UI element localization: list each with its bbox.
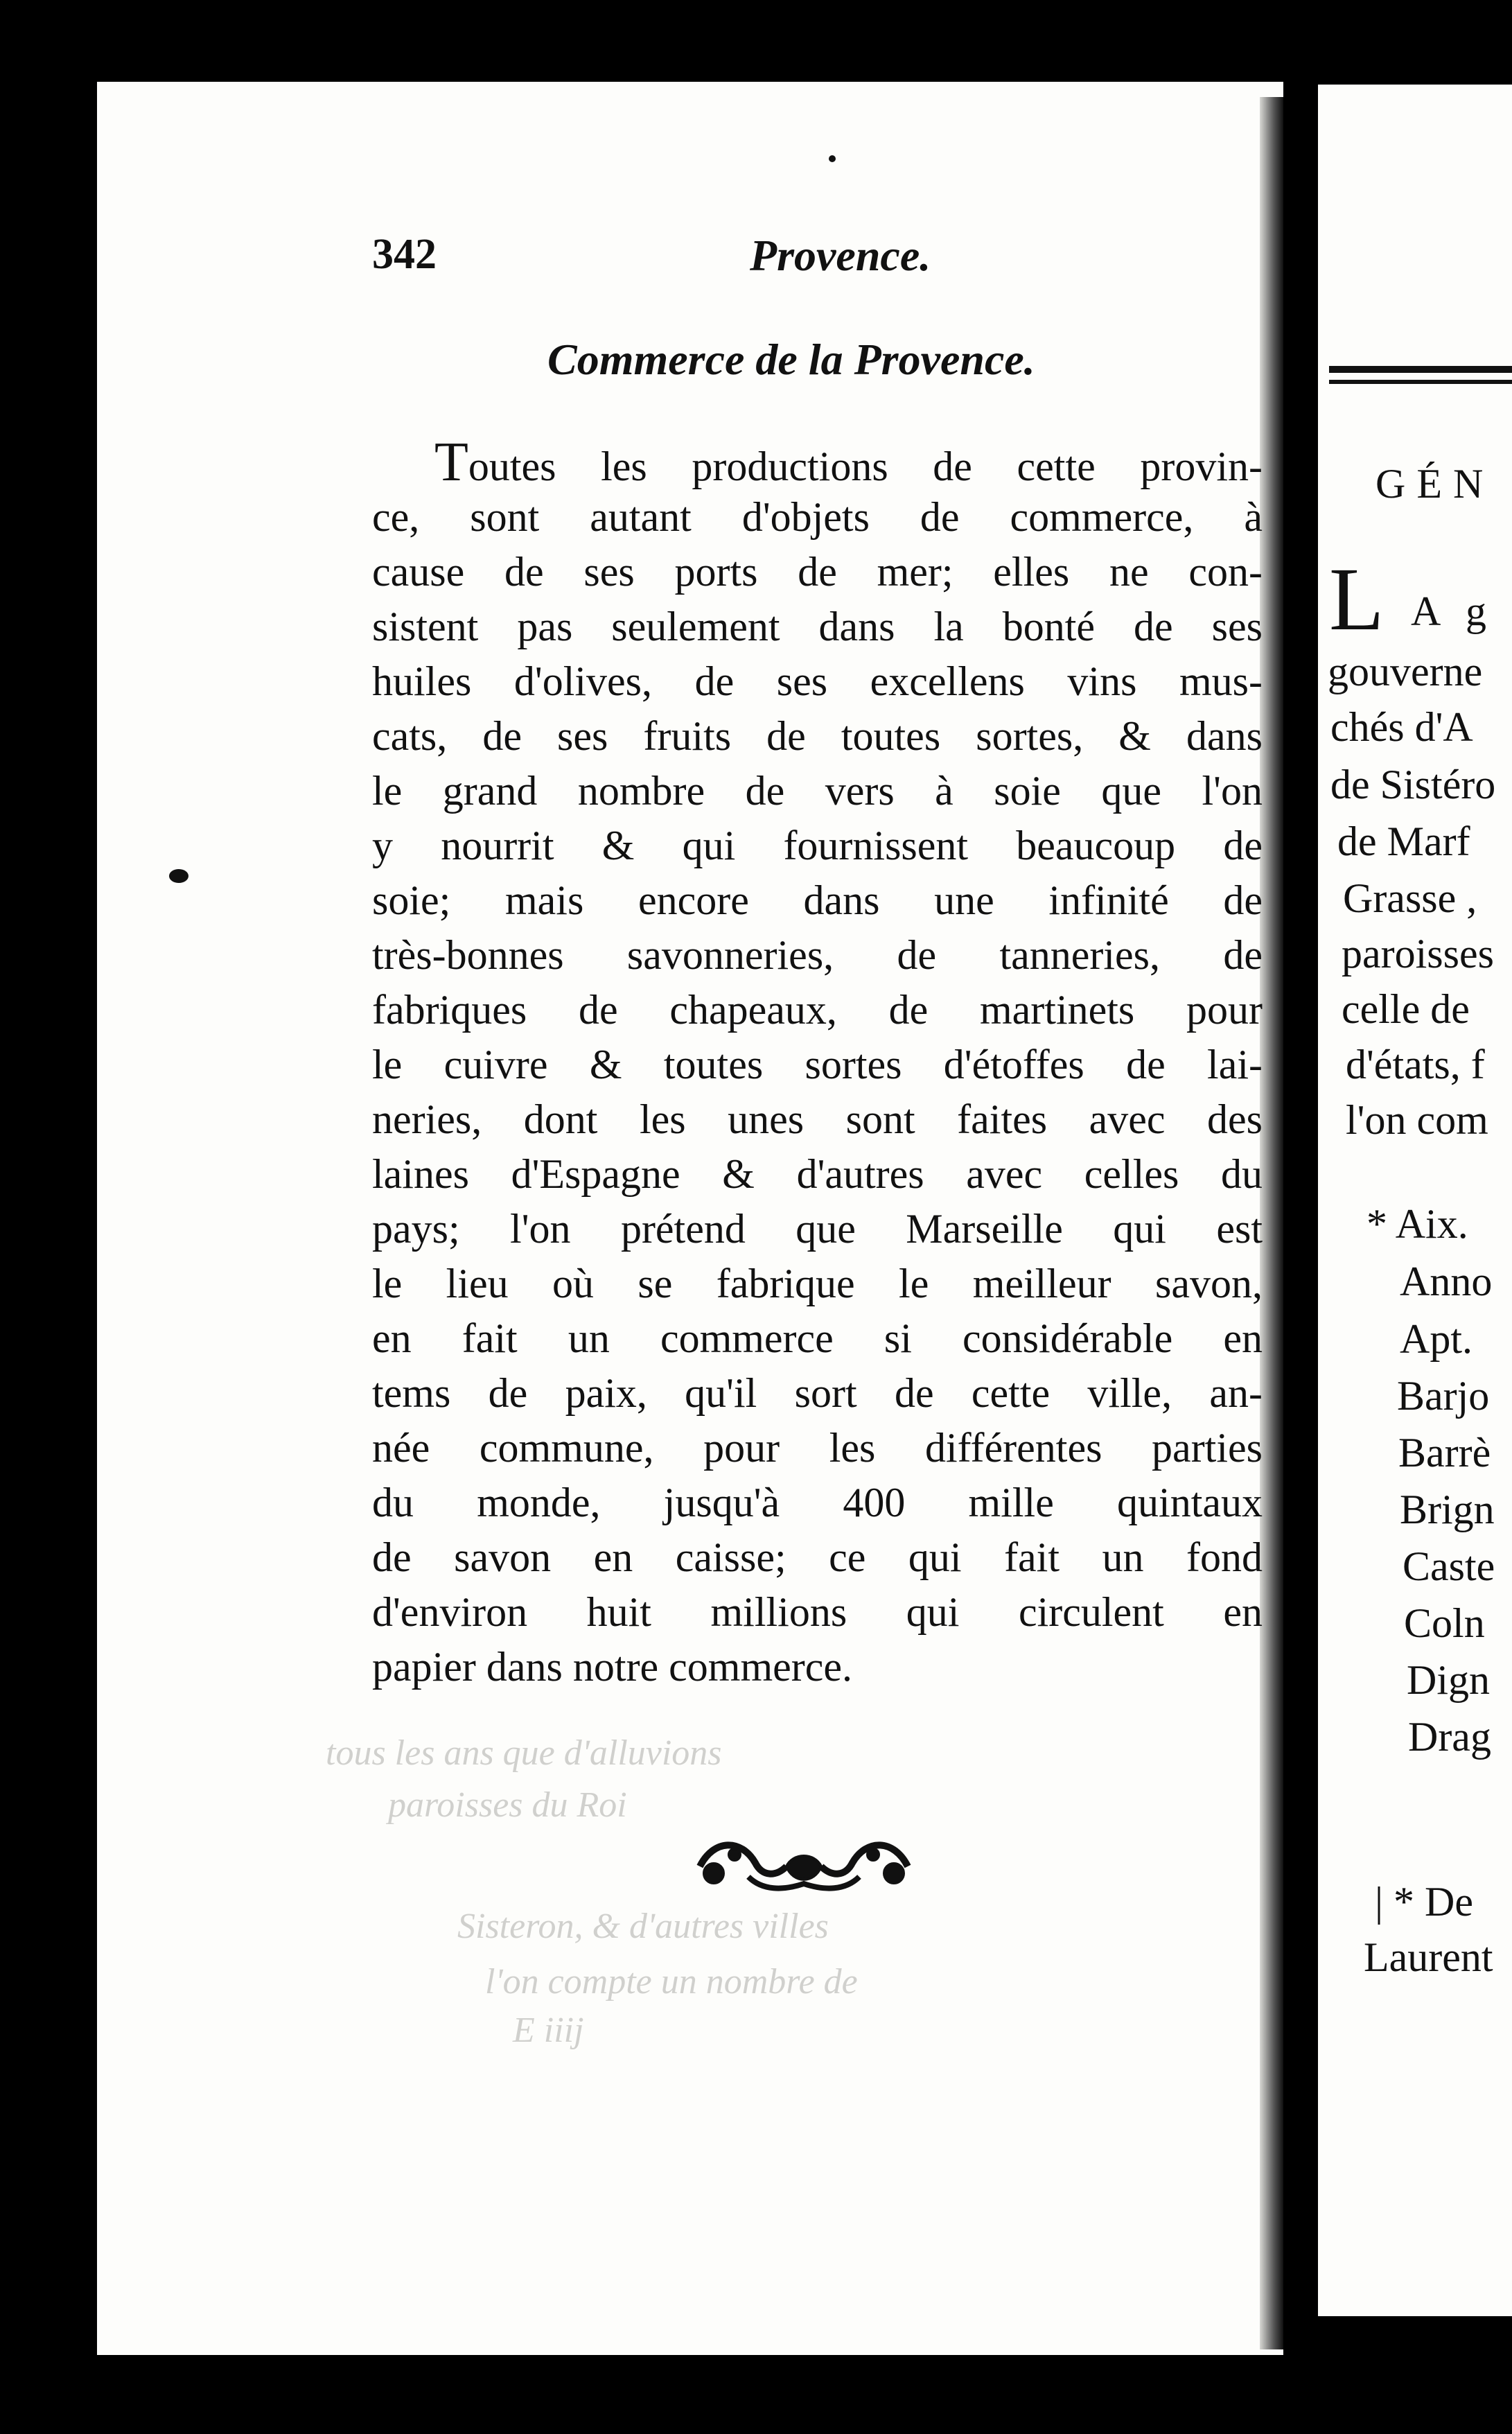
ink-spot (829, 155, 836, 162)
list-item: Caste (1403, 1543, 1495, 1589)
body-paragraph (372, 432, 1263, 1695)
bleed-through-text: paroisses du Roi (388, 1785, 627, 1825)
text-line: soie; mais encore dans une infinité de (372, 877, 1263, 923)
section-heading: Commerce de la Provence. (547, 335, 1035, 384)
text-line: le cuivre & toutes sortes d'étoffes de lai- (372, 1042, 1263, 1087)
text-line: Toutes les productions de cette provin- (434, 432, 1263, 493)
right-drop-initial: L (1329, 550, 1384, 649)
right-text-line: Grasse , (1343, 875, 1477, 921)
right-text-line: celle de (1342, 986, 1470, 1032)
bleed-through-text: E iiij (513, 2011, 584, 2050)
text-line: le grand nombre de vers à soie que l'on (372, 768, 1263, 814)
text-line: née commune, pour les différentes parties (372, 1425, 1263, 1471)
right-text-line: de Marf (1337, 818, 1470, 864)
list-item: Brign (1400, 1487, 1495, 1532)
ink-spot (169, 869, 188, 883)
text-line: de savon en caisse; ce qui fait un fond (372, 1534, 1263, 1580)
right-page-heading: GÉN (1375, 461, 1495, 507)
text-line: y nourrit & qui fournissent beaucoup de (372, 823, 1263, 868)
fleuron-ornament-icon (693, 1835, 915, 1898)
right-text-line: l'on com (1346, 1097, 1488, 1143)
bleed-through-text: l'on compte un nombre de (485, 1962, 858, 2002)
header-rule (1329, 380, 1512, 384)
text-line: d'environ huit millions qui circulent en (372, 1589, 1263, 1635)
text-line: tems de paix, qu'il sort de cette ville, an- (372, 1370, 1263, 1416)
right-text-line: d'états, f (1346, 1042, 1485, 1087)
text-line: huiles d'olives, de ses excellens vins mus- (372, 658, 1263, 704)
right-first-line: A g (1411, 588, 1495, 634)
text-line: en fait un commerce si considérable en (372, 1315, 1263, 1361)
page-header (372, 230, 1148, 292)
text-line: fabriques de chapeaux, de martinets pour (372, 987, 1263, 1033)
list-item: Barjo (1397, 1373, 1490, 1419)
list-item: Dign (1407, 1657, 1490, 1703)
text-line: neries, dont les unes sont faites avec des (372, 1096, 1263, 1142)
text-line: laines d'Espagne & d'autres avec celles du (372, 1151, 1263, 1197)
right-text-line: chés d'A (1330, 704, 1473, 750)
book-gutter (1260, 97, 1283, 2349)
list-item: Barrè (1398, 1430, 1491, 1476)
list-item: Anno (1400, 1259, 1493, 1304)
footnote-line: Laurent (1364, 1934, 1493, 1980)
list-item: Drag (1408, 1714, 1491, 1760)
header-rule (1329, 366, 1512, 373)
right-text-line: gouverne (1328, 649, 1483, 694)
drop-initial: T (434, 432, 468, 493)
footnote-line: | * De (1375, 1879, 1473, 1925)
text-line: pays; l'on prétend que Marseille qui est (372, 1206, 1263, 1252)
list-item: * Aix. (1366, 1201, 1468, 1247)
running-title: Provence. (750, 231, 931, 280)
text-line: cause de ses ports de mer; elles ne con- (372, 549, 1263, 595)
text-line: le lieu où se fabrique le meilleur savon, (372, 1261, 1263, 1306)
text-line: ce, sont autant d'objets de commerce, à (372, 494, 1263, 540)
list-item: Coln (1404, 1600, 1485, 1646)
text-line: sistent pas seulement dans la bonté de ses (372, 604, 1263, 649)
text-line: du monde, jusqu'à 400 mille quintaux (372, 1480, 1263, 1525)
page-number: 342 (372, 231, 437, 278)
right-text-line: de Sistéro (1330, 762, 1496, 807)
text-line: papier dans notre commerce. (372, 1644, 853, 1690)
bleed-through-text: Sisteron, & d'autres villes (457, 1907, 829, 1946)
right-text-line: paroisses (1342, 931, 1494, 977)
text-line: très-bonnes savonneries, de tanneries, de (372, 932, 1263, 978)
text-line: cats, de ses fruits de toutes sortes, & dans (372, 713, 1263, 759)
list-item: Apt. (1400, 1316, 1473, 1362)
bleed-through-text: tous les ans que d'alluvions (326, 1733, 722, 1773)
